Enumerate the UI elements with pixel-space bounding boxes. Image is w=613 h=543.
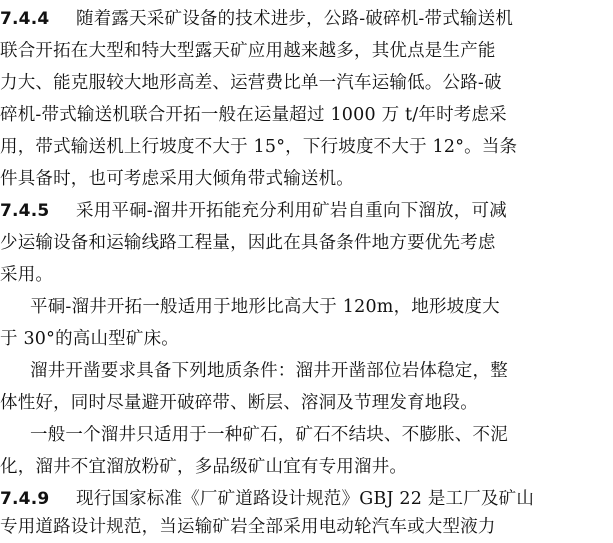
text-line: 少运输设备和运输线路工程量，因此在具备条件地方要优先考虑: [0, 233, 496, 253]
text-line: 碎机-带式输送机联合开拓一般在运量超过 1000 万 t/年时考虑采: [0, 105, 507, 125]
clause-number-7-4-4: 7.4.4: [0, 9, 50, 29]
text-line: 力大、能克服较大地形高差、运营费比单一汽车运输低。公路-破: [0, 73, 502, 93]
text-line: 随着露天采矿设备的技术进步，公路-破碎机-带式输送机: [76, 9, 514, 29]
text-line: 于 30°的高山型矿床。: [0, 329, 179, 349]
clause-number-7-4-5: 7.4.5: [0, 201, 50, 221]
clause-7-4-4-line-1: [0, 3, 613, 35]
text-line: 采用平硐-溜井开拓能充分利用矿岩自重向下溜放，可减: [76, 201, 507, 221]
clause-7-4-5-line-1: [0, 195, 613, 227]
text-line: 件具备时，也可考虑采用大倾角带式输送机。: [0, 169, 354, 189]
text-line: 用，带式输送机上行坡度不大于 15°，下行坡度不大于 12°。当条: [0, 137, 518, 157]
text-line: 一般一个溜井只适用于一种矿石，矿石不结块、不膨胀、不泥: [30, 425, 508, 445]
text-line: 现行国家标准《厂矿道路设计规范》GBJ 22 是工厂及矿山: [76, 489, 535, 509]
text-line: 专用道路设计规范，当运输矿岩全部采用电动轮汽车或大型液力: [0, 517, 496, 537]
text-line: 体性好，同时尽量避开破碎带、断层、溶洞及节理发育地段。: [0, 393, 478, 413]
clause-number-7-4-9: 7.4.9: [0, 489, 50, 509]
text-line: 联合开拓在大型和特大型露天矿应用越来越多，其优点是生产能: [0, 41, 496, 61]
text-line: 溜井开凿要求具备下列地质条件：溜井开凿部位岩体稳定，整: [30, 361, 508, 381]
text-line: 化，溜井不宜溜放粉矿，多品级矿山宜有专用溜井。: [0, 457, 408, 477]
text-line: 平硐-溜井开拓一般适用于地形比高大于 120m，地形坡度大: [30, 297, 500, 317]
text-line: 采用。: [0, 265, 54, 285]
